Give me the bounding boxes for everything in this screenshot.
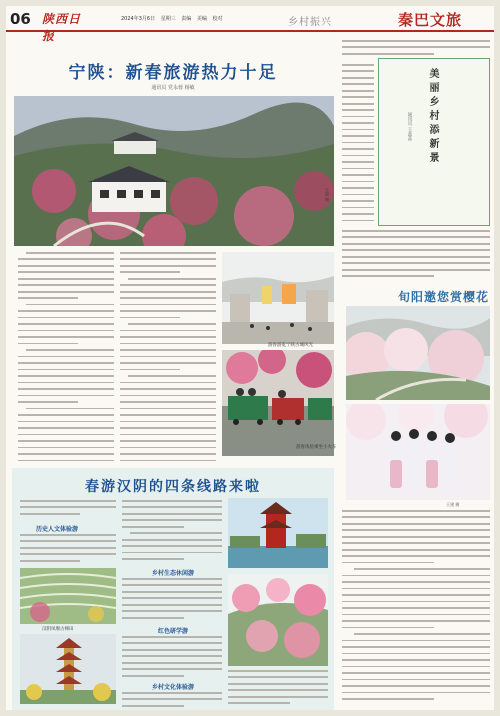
essay-title: 美丽乡村添新景 bbox=[427, 68, 438, 166]
lead-body-column-1 bbox=[18, 252, 114, 464]
pagoda-photo bbox=[20, 634, 116, 704]
photo1-caption: 游客游览宁陕古城风光 bbox=[268, 343, 313, 348]
hero-photo bbox=[14, 96, 334, 246]
weekday: 星期三 bbox=[160, 16, 176, 22]
pagoda-illustration bbox=[20, 634, 116, 704]
route1-continued-text bbox=[122, 500, 222, 564]
route3-heading: 红色研学游 bbox=[158, 628, 189, 635]
peach-blossom-illustration bbox=[228, 574, 328, 666]
peach-blossom-photo bbox=[228, 574, 328, 666]
ancient-town-photo bbox=[222, 252, 334, 344]
hanyin-feature bbox=[12, 468, 334, 710]
mini-train-illustration bbox=[222, 350, 334, 456]
route2-heading: 乡村生态休闲游 bbox=[152, 570, 195, 577]
terraced-field-illustration bbox=[20, 568, 116, 624]
publish-date: 2024年3月6日 bbox=[121, 16, 156, 22]
essay-side-text bbox=[342, 64, 374, 226]
editor-label: 责编 bbox=[181, 16, 192, 22]
temple-tower-photo bbox=[228, 498, 328, 568]
town-square-illustration bbox=[222, 252, 334, 344]
feature-headline: 春游汉阴的四条线路来啦 bbox=[85, 479, 261, 495]
feature-photo-caption: 汉阴凤堰古梯田 bbox=[42, 627, 74, 632]
mini-train-photo bbox=[222, 350, 334, 456]
masthead bbox=[6, 6, 494, 43]
xunyang-headline: 旬阳邀您赏樱花 bbox=[398, 290, 490, 304]
feature-bottom-right-text bbox=[228, 670, 328, 706]
route4-heading: 乡村文化体验游 bbox=[152, 684, 195, 691]
dateline bbox=[121, 15, 227, 22]
blossom-valley-illustration bbox=[346, 306, 490, 400]
lead-headline: 宁陕：新春旅游热力十足 bbox=[68, 63, 278, 83]
hanfu-illustration bbox=[346, 404, 490, 500]
feature-intro bbox=[20, 500, 116, 520]
lead-byline: 通讯员 党永蓉 杨敏 bbox=[151, 85, 195, 91]
designer-label: 美编 bbox=[196, 16, 207, 22]
route1-heading: 历史人文体验游 bbox=[36, 526, 79, 533]
page-number: 06 bbox=[10, 10, 31, 28]
route1-text bbox=[20, 534, 116, 564]
route4-text bbox=[122, 692, 222, 708]
hero-photo-credit: 王晨 摄 bbox=[325, 188, 330, 202]
village-landscape-illustration bbox=[14, 96, 334, 246]
proofreader-label: 校对 bbox=[212, 16, 223, 22]
hanfu-girls-photo bbox=[346, 404, 490, 500]
route3-text bbox=[122, 636, 222, 680]
section-name: 乡村振兴 bbox=[288, 17, 332, 28]
terraced-field-photo bbox=[20, 568, 116, 624]
newspaper-logo: 陕西日报 bbox=[42, 12, 82, 43]
route2-text bbox=[122, 578, 222, 622]
lead-body-column-2 bbox=[120, 252, 216, 464]
xunyang-body-text bbox=[342, 510, 490, 706]
temple-illustration bbox=[228, 498, 328, 568]
photo2-caption: 游客体验乘坐小火车 bbox=[296, 445, 337, 450]
essay-bottom-text bbox=[342, 230, 490, 280]
newspaper-page bbox=[6, 6, 494, 710]
column-name: 秦巴文旅 bbox=[398, 11, 463, 29]
essay-author: 通讯员 王蕊蕊 bbox=[407, 112, 412, 141]
xunyang-photo-credit: 王建 摄 bbox=[446, 502, 460, 507]
cherry-blossom-landscape-photo bbox=[346, 306, 490, 400]
right-intro-text bbox=[342, 40, 490, 58]
